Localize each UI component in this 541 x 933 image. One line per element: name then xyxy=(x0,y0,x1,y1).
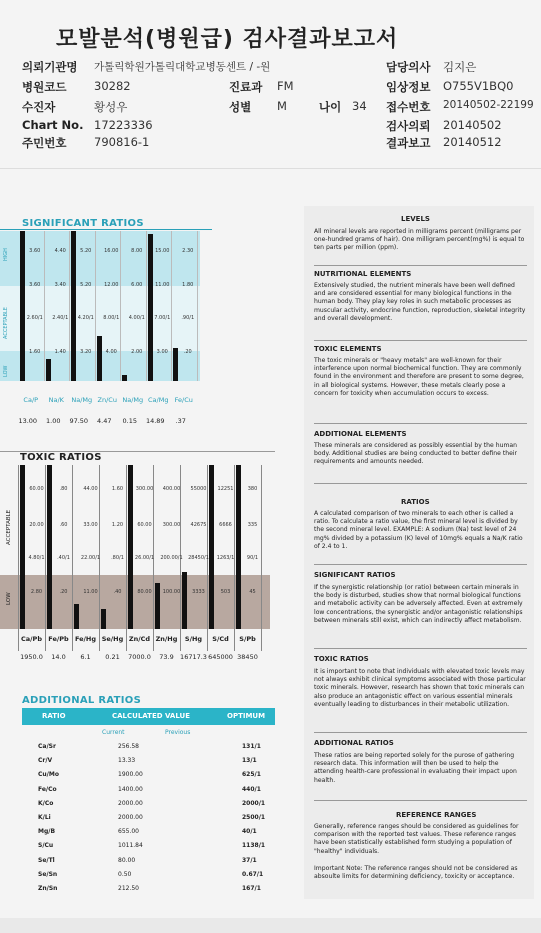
category-label: Ca/P xyxy=(23,396,39,404)
tick-label: .60 xyxy=(59,522,68,528)
ratio-optimum: 131/1 xyxy=(242,743,261,750)
tick-label: 3.20 xyxy=(80,349,92,355)
value-request-date: 20140502 xyxy=(443,118,502,132)
category-label: Fe/Cu xyxy=(174,396,193,404)
tick-label: 2.30 xyxy=(182,248,194,254)
tick-label: .20 xyxy=(183,349,192,355)
column-divider xyxy=(95,231,96,381)
tick-label: 4.80/1 xyxy=(28,555,45,561)
bar-ca-pb xyxy=(20,465,25,629)
bar-se-hg xyxy=(101,609,106,629)
bar-ca-p xyxy=(20,231,25,381)
ratio-name: K/Li xyxy=(38,814,51,821)
tick-label: 2.40/1 xyxy=(52,315,69,321)
ratio-value: 1900.00 xyxy=(118,771,143,779)
band-low xyxy=(0,575,270,629)
tick-label: .20 xyxy=(59,589,68,595)
additional-ratios-text: These ratios are being reported solely for the purose of gathering research data. This information will then be used to help the attending health-care professional in evaluating their impact upon health. xyxy=(314,752,517,784)
value-label: 1.00 xyxy=(46,417,61,425)
ratio-name: S/Cu xyxy=(38,842,54,850)
value-sex: M xyxy=(277,99,287,113)
levels-text: All mineral levels are reported in milligrams percent (milligrams per one-hundred grams of hair). One milligram percent(mg%) is equal to ten parts per million (ppm). xyxy=(314,228,525,252)
info-panel xyxy=(304,206,534,899)
table-row xyxy=(22,869,275,883)
ratio-value: 2000.00 xyxy=(118,814,143,821)
column-divider xyxy=(69,231,70,381)
ratio-name: K/Co xyxy=(38,799,54,807)
reference-text: Generally, reference ranges should be considered as guidelines for comparison with the reported test values. These reference ranges have been statistically established form studying a population of "healthy" individuals. xyxy=(314,823,519,855)
label-resident-no: 주민번호 xyxy=(22,136,67,150)
table-row xyxy=(22,840,275,854)
zone-label-low: LOW xyxy=(6,592,12,605)
tick-label: 6.00 xyxy=(131,282,143,288)
table-row xyxy=(22,855,275,869)
category-label: Na/Mg xyxy=(71,396,93,404)
ratio-value: 655.00 xyxy=(118,828,139,836)
category-label: S/Cd xyxy=(212,635,229,643)
table-row xyxy=(22,741,275,755)
tick-label: 2.80 xyxy=(30,589,43,595)
chart-left-border xyxy=(18,465,19,651)
header-calculated-value: CALCULATED VALUE xyxy=(112,712,191,720)
tick-label: 5.20 xyxy=(80,282,92,288)
subheader-current: Current xyxy=(102,729,125,736)
ratio-optimum: 625/1 xyxy=(242,771,261,779)
bar-zn-hg xyxy=(155,583,160,629)
ratio-name: Ca/Sr xyxy=(38,743,56,750)
toxic-ratios-text: It is important to note that individuals with elevated toxic levels may not always exhibit clinical symptoms associated with those particular toxic minerals. However, research has shown that toxic minerals can also produce an antagonistic effect on various essential minerals eventually leading to disturbances in their metabolic utilization. xyxy=(314,668,526,708)
column-divider xyxy=(45,465,46,651)
tick-label: 2.00 xyxy=(131,349,143,355)
value-age: 34 xyxy=(352,99,367,113)
tick-label: 12.00 xyxy=(104,282,119,288)
value-label: 645000 xyxy=(208,653,233,661)
value-hospital-code: 30282 xyxy=(94,79,131,93)
page-title: 모발분석(병원급) 검사결과보고서 xyxy=(56,27,399,52)
toxic-ratios-title: TOXIC RATIOS xyxy=(20,452,102,463)
tick-label: 200.00/1 xyxy=(160,555,183,561)
tick-label: 4.20/1 xyxy=(77,315,94,321)
ratio-optimum: 167/1 xyxy=(242,885,261,892)
divider xyxy=(314,265,527,266)
tick-label: 11.00 xyxy=(83,589,98,595)
category-label: Ca/Mg xyxy=(148,396,169,404)
value-department: FM xyxy=(277,79,294,93)
label-report-date: 결과보고 xyxy=(386,136,431,150)
label-sex: 성별 xyxy=(229,100,252,114)
ratio-value: 13.33 xyxy=(118,757,136,765)
tick-label: 26.00/1 xyxy=(134,555,155,561)
toxic-ratios-chart xyxy=(0,465,275,643)
zone-label-high: HIGH xyxy=(3,248,9,261)
tick-label: 4.00/1 xyxy=(128,315,145,321)
zone-label-low: LOW xyxy=(3,365,9,377)
column-divider xyxy=(126,465,127,651)
tick-label: 300.00 xyxy=(135,486,154,492)
value-patient: 황성우 xyxy=(94,100,128,114)
tick-label: 90/1 xyxy=(246,555,259,561)
value-label: 38450 xyxy=(237,653,258,661)
tick-label: 380 xyxy=(247,486,258,492)
zone-label-acceptable: ACCEPTABLE xyxy=(6,509,12,545)
category-label: Zn/Cd xyxy=(128,635,151,643)
label-patient: 수진자 xyxy=(22,100,56,114)
significant-ratios-chart xyxy=(0,231,200,411)
band-high xyxy=(0,231,200,286)
value-chart-no: 17223336 xyxy=(94,118,153,132)
toxic-ratios-heading: TOXIC RATIOS xyxy=(314,655,369,663)
ratio-name: Mg/B xyxy=(38,828,56,836)
category-label: Se/Hg xyxy=(101,635,124,643)
bar-ca-mg xyxy=(148,234,153,381)
tick-label: 100.00 xyxy=(162,589,181,595)
column-divider xyxy=(44,231,45,381)
tick-label: 45 xyxy=(249,589,256,595)
tick-label: 3.60 xyxy=(29,282,41,288)
tick-label: 42675 xyxy=(190,522,207,528)
table-row xyxy=(22,826,275,840)
additional-ratios-heading: ADDITIONAL RATIOS xyxy=(314,739,394,747)
tick-label: 44.00 xyxy=(83,486,98,492)
bar-na-k xyxy=(46,359,51,382)
tick-label: 22.00/1 xyxy=(80,555,101,561)
divider xyxy=(314,564,527,565)
header-ratio: RATIO xyxy=(42,712,66,720)
label-request-date: 검사의뢰 xyxy=(386,119,431,133)
category-label: Ca/Pb xyxy=(21,635,42,643)
divider xyxy=(314,732,527,733)
ratio-value: 256.58 xyxy=(118,743,139,750)
value-label: 7000.0 xyxy=(128,653,151,661)
column-divider xyxy=(146,231,147,381)
important-note: Important Note: The reference ranges should not be considered as absoulte limits for determining deficiency, toxicity or acceptance. xyxy=(314,865,518,881)
tick-label: 33.00 xyxy=(83,522,98,528)
table-row xyxy=(22,798,275,812)
divider xyxy=(314,800,527,801)
label-age: 나이 xyxy=(319,100,342,114)
bar-na-mg xyxy=(122,375,127,381)
ratio-optimum: 2500/1 xyxy=(242,814,266,821)
tick-label: .90/1 xyxy=(181,315,195,321)
ratio-name: Fe/Co xyxy=(38,785,57,793)
tick-label: 3.40 xyxy=(54,282,66,288)
label-department: 진료과 xyxy=(229,80,263,94)
column-divider xyxy=(120,231,121,381)
ratio-name: Cu/Mo xyxy=(38,771,59,779)
nutritional-heading: NUTRITIONAL ELEMENTS xyxy=(314,270,412,278)
additional-heading: ADDITIONAL ELEMENTS xyxy=(314,430,407,438)
toxic-text: The toxic minerals or "heavy metals" are well-known for their interference upon normal biochemical function. They are commonly found in the environment and therefore are present to some degree, in all biological systems. However, these metals clearly pose a concern for toxicity when accumulation occurs to excess. xyxy=(314,357,524,397)
tick-label: 60.00 xyxy=(29,486,44,492)
additional-ratios-header xyxy=(22,708,275,725)
bar-na-mg xyxy=(71,231,76,381)
table-row xyxy=(22,883,275,897)
tick-label: 400.00 xyxy=(162,486,181,492)
tick-label: 6666 xyxy=(219,522,232,528)
bar-s-cd xyxy=(209,465,214,629)
ratios-heading: RATIOS xyxy=(401,498,430,506)
tick-label: .40 xyxy=(113,589,122,595)
reference-heading: REFERENCE RANGES xyxy=(396,811,477,819)
value-label: 97.50 xyxy=(69,417,89,425)
column-divider xyxy=(72,465,73,651)
tick-label: 1.80 xyxy=(182,282,194,288)
ratio-name: Se/Sn xyxy=(38,870,58,878)
ratio-optimum: 440/1 xyxy=(242,785,261,793)
ratio-name: Cr/V xyxy=(38,757,53,765)
ratio-value: 0.50 xyxy=(118,870,132,878)
divider xyxy=(314,483,527,484)
toxic-heading: TOXIC ELEMENTS xyxy=(314,345,382,353)
column-divider xyxy=(171,231,172,381)
ratio-value: 1011.84 xyxy=(118,842,143,850)
ratio-value: 2000.00 xyxy=(118,799,143,807)
tick-label: 1.20 xyxy=(111,522,124,528)
tick-label: 1.60 xyxy=(29,349,41,355)
tick-label: 12251 xyxy=(217,486,234,492)
value-clinical-info: O755V1BQ0 xyxy=(443,79,514,93)
category-label: Zn/Cu xyxy=(97,396,117,404)
tick-label: 8.00/1 xyxy=(103,315,120,321)
tick-label: 4.40 xyxy=(54,248,66,254)
tick-label: 1.60 xyxy=(111,486,124,492)
category-label: Zn/Hg xyxy=(155,635,178,643)
tick-label: 80.00 xyxy=(137,589,152,595)
additional-text: These minerals are considered as possibly essential by the human body. Additional studies are being conducted to better define their requirements and amounts needed. xyxy=(314,442,518,466)
ratio-optimum: 37/1 xyxy=(242,856,257,864)
value-label: 13.00 xyxy=(18,417,38,425)
tick-label: 335 xyxy=(247,522,258,528)
tick-label: 55000 xyxy=(190,486,207,492)
ratio-optimum: 1138/1 xyxy=(242,842,266,850)
divider xyxy=(314,423,527,424)
value-label: 6.1 xyxy=(80,653,91,661)
tick-label: 300.00 xyxy=(162,522,181,528)
value-institution: 가톨릭학원가톨릭대학교병동센트 / -원 xyxy=(94,61,271,73)
ratio-optimum: 0.67/1 xyxy=(242,870,264,878)
ratio-name: Se/Tl xyxy=(38,856,55,864)
significant-text: If the synergistic relationship (or ratio) between certain minerals in the body is disturbed, studies show that normal biological functions and metabolic activity can be adversely affected. Even at extremely low concentrations, the synergistic and/or antagonistic relationships between minerals still exist, which can indirectly affect metabolism. xyxy=(314,584,523,624)
category-label: Fe/Pb xyxy=(48,635,69,643)
tick-label: 1.40 xyxy=(54,349,66,355)
additional-ratios-title: ADDITIONAL RATIOS xyxy=(22,695,142,706)
value-doctor: 김지은 xyxy=(443,60,477,74)
bar-s-hg xyxy=(182,572,187,629)
value-resident-no: 790816-1 xyxy=(94,135,150,149)
ratio-value: 1400.00 xyxy=(118,785,143,793)
value-label: 0.21 xyxy=(105,653,120,661)
table-row xyxy=(22,769,275,783)
value-label: 16717.3 xyxy=(180,653,207,661)
tick-label: 11.00 xyxy=(155,282,170,288)
significant-ratios-title: SIGNIFICANT RATIOS xyxy=(22,218,144,229)
tick-label: 4.00 xyxy=(105,349,117,355)
value-label: 0.15 xyxy=(122,417,137,425)
tick-label: 3.60 xyxy=(29,248,41,254)
value-label: 73.9 xyxy=(159,653,174,661)
category-label: Fe/Hg xyxy=(74,635,97,643)
ratio-optimum: 2000/1 xyxy=(242,799,266,807)
ratio-value: 212.50 xyxy=(118,885,139,892)
header-optimum: OPTIMUM xyxy=(227,712,266,720)
tick-label: 5.20 xyxy=(80,248,92,254)
value-report-date: 20140512 xyxy=(443,135,502,149)
column-divider xyxy=(197,231,198,381)
bar-s-pb xyxy=(236,465,241,629)
label-chart-no: Chart No. xyxy=(22,118,84,132)
tick-label: 16.00 xyxy=(104,248,119,254)
category-label: S/Hg xyxy=(184,635,203,643)
divider xyxy=(314,340,527,341)
ratios-text: A calculated comparison of two minerals to each other is called a ratio. To calculate a ratio value, the first mineral level is divided by the second mineral level. EXAMPLE: A sodium (Na) test level of 24 mg% divided by a potassium (K) level of 10mg% equals a Na/K ratio of 2.4 to 1. xyxy=(314,510,523,550)
value-receipt-no: 20140502-22199 xyxy=(443,99,534,111)
label-doctor: 담당의사 xyxy=(386,60,431,74)
value-label: 1950.0 xyxy=(20,653,43,661)
label-clinical-info: 임상정보 xyxy=(386,80,431,94)
subheader-previous: Previous xyxy=(165,729,191,736)
bar-fe-pb xyxy=(47,465,52,629)
value-label: 14.0 xyxy=(51,653,66,661)
tick-label: 15.00 xyxy=(155,248,170,254)
tick-label: 3.00 xyxy=(156,349,168,355)
category-label: Na/K xyxy=(48,396,64,404)
table-row xyxy=(22,784,275,798)
table-row xyxy=(22,755,275,769)
zone-label-acceptable: ACCEPTABLE xyxy=(3,307,9,339)
label-institution: 의뢰기관명 xyxy=(22,60,78,74)
significant-title-rule xyxy=(0,229,212,230)
column-divider xyxy=(261,465,262,651)
bar-fe-cu xyxy=(173,348,178,381)
divider xyxy=(314,648,527,649)
tick-label: .40/1 xyxy=(57,555,70,561)
tick-label: .80/1 xyxy=(111,555,124,561)
ratio-optimum: 40/1 xyxy=(242,828,257,836)
tick-label: 28450/1 xyxy=(188,555,209,561)
table-row xyxy=(22,812,275,826)
tick-label: 60.00 xyxy=(137,522,152,528)
tick-label: 1263/1 xyxy=(216,555,235,561)
levels-heading: LEVELS xyxy=(401,215,430,223)
bar-zn-cu xyxy=(97,336,102,381)
tick-label: 8.00 xyxy=(131,248,143,254)
value-label: 4.47 xyxy=(97,417,112,425)
significant-values-row xyxy=(0,414,212,428)
header-divider xyxy=(0,168,541,169)
nutritional-text: Extensively studied, the nutrient minerals have been well defined and are considered essential for many biological functions in the human body. They play key roles in such metabolic processes as muscular activity, endocrine function, reproduction, skeletal integrity and overall development. xyxy=(314,282,526,322)
category-label: S/Pb xyxy=(239,635,256,643)
ratio-optimum: 13/1 xyxy=(242,757,257,765)
value-label: 14.89 xyxy=(145,417,165,425)
tick-label: 3333 xyxy=(192,589,205,595)
significant-heading: SIGNIFICANT RATIOS xyxy=(314,571,396,579)
bar-fe-hg xyxy=(74,604,79,629)
category-label: Na/Mg xyxy=(122,396,144,404)
bar-zn-cd xyxy=(128,465,133,629)
tick-label: 2.60/1 xyxy=(26,315,43,321)
toxic-values-row xyxy=(0,650,275,664)
tick-label: 503 xyxy=(220,589,231,595)
ratio-value: 80.00 xyxy=(118,856,136,864)
ratio-name: Zn/Sn xyxy=(38,885,58,892)
label-receipt-no: 접수번호 xyxy=(386,100,431,114)
tick-label: 20.00 xyxy=(29,522,44,528)
value-label: .37 xyxy=(175,417,186,425)
label-hospital-code: 병원코드 xyxy=(22,80,67,94)
page-bottom-band xyxy=(0,918,541,933)
tick-label: .80 xyxy=(59,486,68,492)
tick-label: 7.00/1 xyxy=(154,315,171,321)
